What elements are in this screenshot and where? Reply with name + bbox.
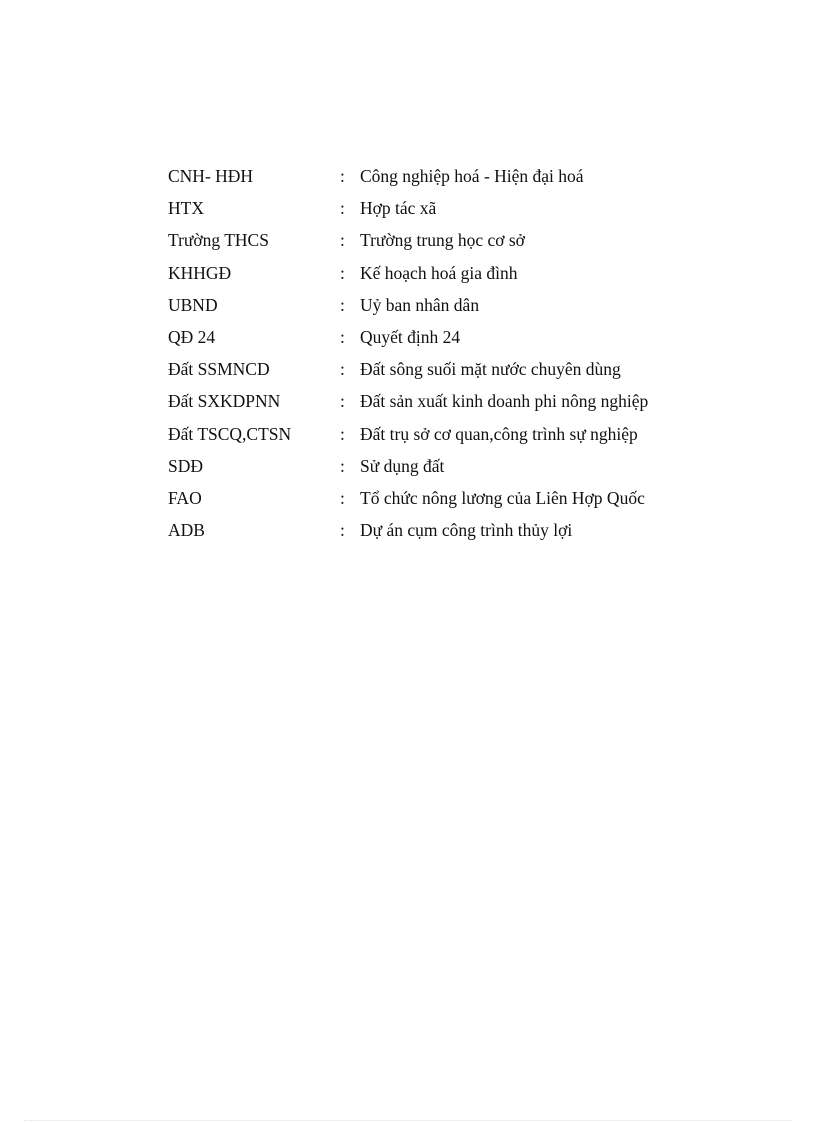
abbreviation-term: QĐ 24 [168, 326, 216, 347]
abbreviation-definition: Quyết định 24 [360, 326, 461, 347]
abbreviation-definition: Đất sông suối mặt nước chuyên dùng [360, 359, 621, 380]
abbreviation-separator: : [340, 455, 345, 476]
abbreviation-definition: Tổ chức nông lương của Liên Hợp Quốc [360, 487, 645, 508]
abbreviation-separator: : [340, 391, 345, 412]
abbreviation-term: ADB [168, 520, 205, 541]
abbreviation-term: SDĐ [168, 455, 204, 476]
abbreviation-definition: Kế hoạch hoá gia đình [360, 262, 518, 283]
abbreviation-row [168, 452, 728, 484]
abbreviation-term: Đất SXKDPNN [168, 391, 281, 412]
page-bottom-divider [24, 1120, 792, 1121]
abbreviation-term: UBND [168, 294, 218, 315]
abbreviation-row [168, 516, 728, 548]
abbreviation-separator: : [340, 326, 345, 347]
abbreviation-term: CNH- HĐH [168, 166, 254, 186]
abbreviation-term: Đất SSMNCD [168, 359, 270, 380]
abbreviation-row [168, 355, 728, 387]
abbreviation-definition: Uỷ ban nhân dân [360, 294, 480, 315]
abbreviation-separator: : [340, 198, 345, 219]
abbreviation-separator: : [340, 520, 345, 541]
abbreviation-row [168, 484, 728, 516]
abbreviation-term: Đất TSCQ,CTSN [168, 423, 292, 444]
abbreviation-row [168, 387, 728, 419]
abbreviation-row [168, 194, 728, 226]
abbreviation-separator: : [340, 230, 345, 251]
abbreviation-row [168, 420, 728, 452]
abbreviation-separator: : [340, 262, 345, 283]
abbreviation-row [168, 323, 728, 355]
abbreviation-definition: Đất trụ sở cơ quan,công trình sự nghiệp [360, 423, 638, 444]
abbreviation-definition: Trường trung học cơ sở [360, 230, 525, 251]
abbreviation-definition: Sử dụng đất [360, 455, 445, 476]
abbreviation-definition: Đất sản xuất kinh doanh phi nông nghiệp [360, 391, 649, 412]
abbreviation-row [168, 226, 728, 258]
abbreviation-separator: : [340, 166, 345, 186]
abbreviation-term: Trường THCS [168, 230, 269, 251]
abbreviation-definition: Hợp tác xã [360, 198, 437, 219]
abbreviation-separator: : [340, 487, 345, 508]
abbreviation-row [168, 162, 728, 194]
abbreviation-term: HTX [168, 198, 204, 219]
abbreviation-definition: Công nghiệp hoá - Hiện đại hoá [360, 166, 584, 186]
abbreviation-row [168, 259, 728, 291]
abbreviation-separator: : [340, 294, 345, 315]
abbreviation-definition: Dự án cụm công trình thủy lợi [360, 520, 573, 541]
abbreviation-row [168, 291, 728, 323]
abbreviation-term: FAO [168, 487, 202, 508]
abbreviation-separator: : [340, 359, 345, 380]
abbreviation-term: KHHGĐ [168, 262, 232, 283]
abbreviation-list [168, 162, 728, 548]
abbreviation-separator: : [340, 423, 345, 444]
